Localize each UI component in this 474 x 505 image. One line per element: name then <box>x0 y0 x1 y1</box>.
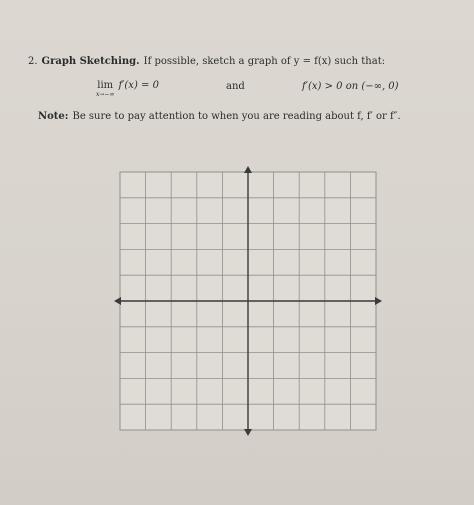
x-axis-left-arrow-icon <box>114 297 121 305</box>
derivative-condition: f′(x) > 0 on (−∞, 0) <box>302 81 399 92</box>
problem-title: Graph Sketching. <box>41 56 140 67</box>
problem-number: 2. <box>28 56 38 67</box>
limit-operator <box>96 80 114 98</box>
graph-grid-area[interactable] <box>114 166 382 436</box>
y-axis-down-arrow-icon <box>244 429 252 436</box>
condition-connector: and <box>226 81 245 92</box>
problem-statement <box>28 56 385 67</box>
coordinate-grid[interactable] <box>114 166 382 436</box>
note-text: Be sure to pay attention to when you are reading about f, f′ or f″. <box>72 111 401 122</box>
limit-condition <box>96 80 159 98</box>
note-label: Note: <box>38 111 69 122</box>
x-axis-right-arrow-icon <box>375 297 382 305</box>
y-axis-up-arrow-icon <box>244 166 252 173</box>
limit-subscript: x→−∞ <box>96 91 115 98</box>
limit-expression: f′(x) = 0 <box>118 80 159 91</box>
limit-word: lim <box>97 80 114 91</box>
note <box>38 111 401 122</box>
problem-text: If possible, sketch a graph of y = f(x) such that: <box>143 56 386 67</box>
